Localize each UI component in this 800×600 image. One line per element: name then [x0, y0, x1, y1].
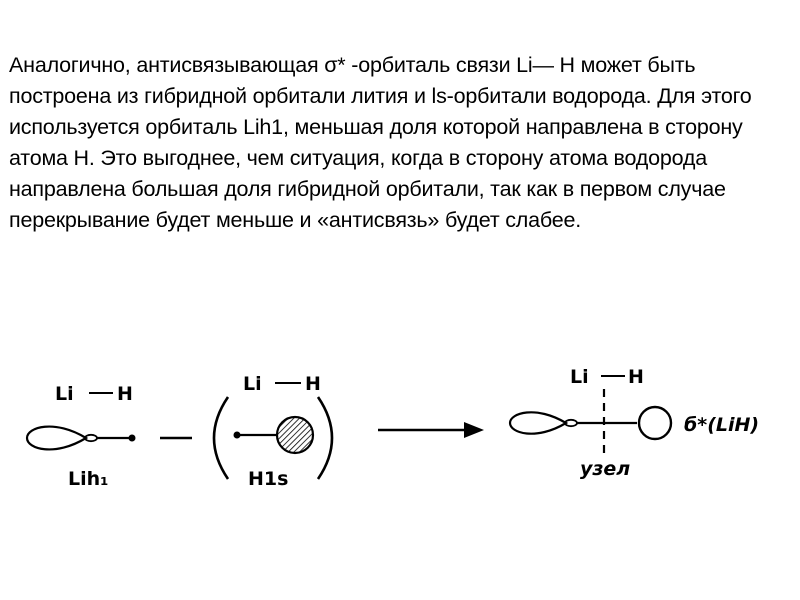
orbital-diagram — [0, 355, 800, 515]
right-orbital-group — [510, 366, 759, 480]
h1s-orbital-circle — [277, 417, 313, 453]
right-li-label: Li — [570, 366, 589, 388]
paragraph-text: Аналогично, антисвязывающая σ* -орбиталь связи Li— H может быть построена из гибридной орбитали лития и ls-орбитали водорода. Для этого используется орбиталь Lih1, меньшая доля которой направлена в сторону атома Н. Это выгоднее, чем ситуация, когда в сторону атома водорода направлена большая доля гибридной орбитали, так как в первом случае перекрывание будет меньше и «антисвязь» будет слабее. — [9, 53, 752, 232]
middle-orbital-group — [214, 373, 332, 490]
left-li-label: Li — [55, 383, 74, 405]
middle-h-label: H — [305, 373, 321, 395]
result-label: б*(LiH) — [684, 414, 760, 436]
node-label: узел — [580, 458, 631, 480]
left-h-nucleus-dot — [129, 435, 136, 442]
left-h-label: H — [117, 383, 133, 405]
arrow — [378, 422, 484, 438]
left-parenthesis — [214, 397, 228, 479]
middle-orbital-label: H1s — [248, 468, 289, 490]
middle-li-label: Li — [243, 373, 262, 395]
right-large-lobe — [510, 412, 566, 433]
left-orbital-group — [27, 383, 136, 490]
right-h-label: H — [628, 366, 644, 388]
right-h-orbital-circle — [639, 407, 671, 439]
right-parenthesis — [318, 397, 332, 479]
left-large-lobe — [27, 427, 86, 450]
middle-li-dot — [234, 432, 241, 439]
left-orbital-label: Lih₁ — [68, 468, 109, 490]
